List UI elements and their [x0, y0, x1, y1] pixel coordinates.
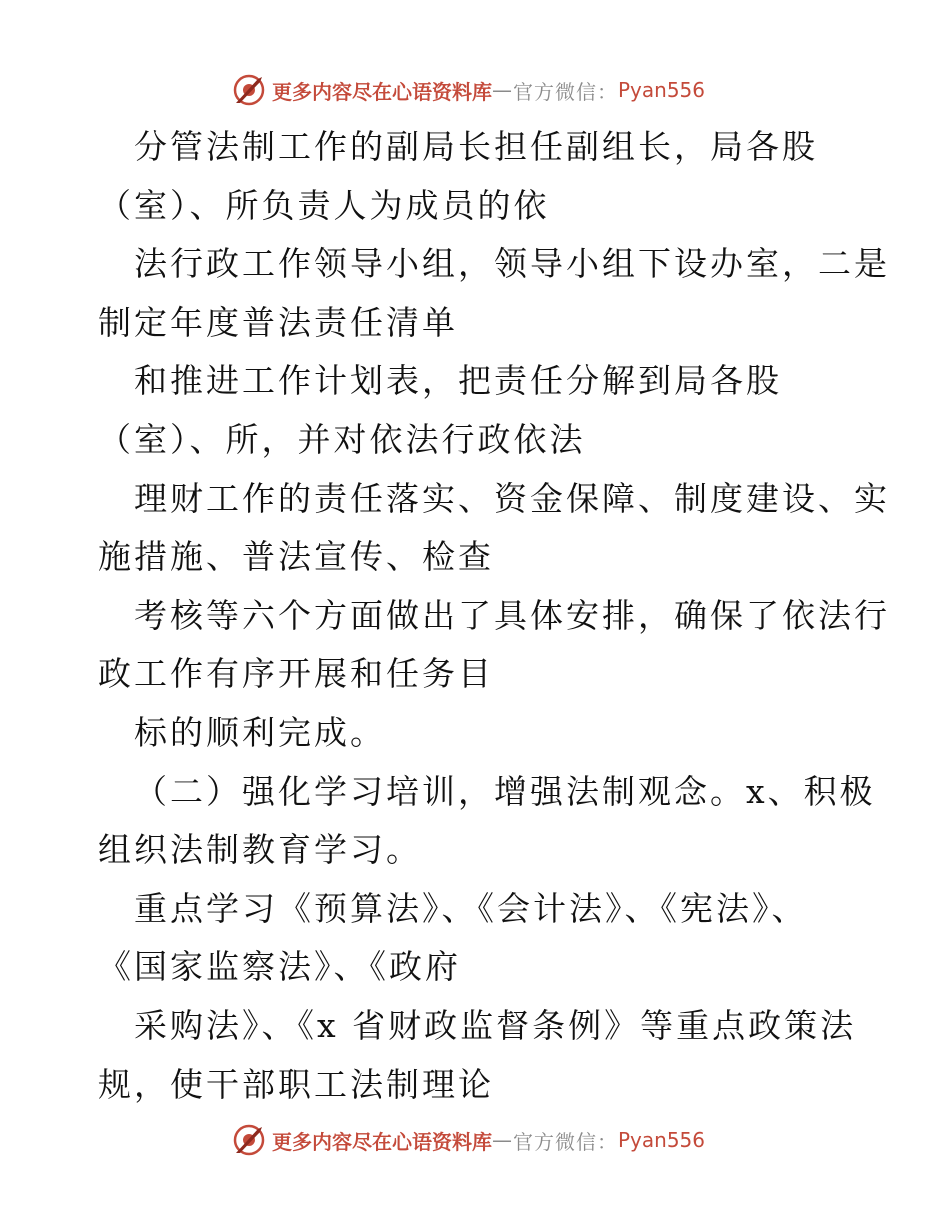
quill-logo-icon	[232, 73, 266, 107]
watermark-separator: —	[492, 1128, 513, 1152]
watermark-separator: —	[492, 78, 513, 102]
text-line: 分管法制工作的副局长担任副组长，局各股	[134, 127, 818, 166]
text-line: 理财工作的责任落实、资金保障、制度建设、实	[134, 478, 890, 518]
text-line: 施措施、普法宣传、检查	[98, 537, 494, 577]
text-line: 政工作有序开展和任务目	[98, 654, 494, 694]
text-line: 和推进工作计划表，把责任分解到局各股	[134, 361, 782, 401]
watermark-wechat-label: 官方微信：	[513, 1129, 618, 1154]
text-line: （室）、所负责人为成员的依	[98, 185, 550, 225]
text-line: 采购法》、《x 省财政监督条例》等重点政策法	[134, 1005, 857, 1045]
watermark-main-text: 更多内容尽在心语资料库	[272, 1129, 492, 1154]
text-line: 考核等六个方面做出了具体安排，确保了依法行	[134, 595, 890, 635]
document-body	[98, 118, 890, 1114]
text-line: 标的顺利完成。	[134, 712, 386, 752]
footer-watermark	[232, 1120, 752, 1160]
text-line: 重点学习《预算法》、《会计法》、《宪法》、	[134, 888, 808, 928]
header-watermark	[232, 70, 752, 110]
text-line: （室）、所，并对依法行政依法	[98, 419, 586, 459]
text-line: （二）强化学习培训，增强法制观念。x、积极	[134, 771, 876, 811]
watermark-wechat-id: Pyan556	[618, 1128, 706, 1152]
text-line: 《国家监察法》、《政府	[98, 947, 461, 987]
text-line: 规，使干部职工法制理论	[98, 1064, 494, 1104]
watermark-wechat-label: 官方微信：	[513, 79, 618, 104]
quill-logo-icon	[232, 1123, 266, 1157]
watermark-main-text: 更多内容尽在心语资料库	[272, 79, 492, 104]
text-line: 组织法制教育学习。	[98, 830, 422, 870]
text-line: 法行政工作领导小组，领导小组下设办室，二是	[134, 244, 890, 284]
text-line: 制定年度普法责任清单	[98, 302, 458, 342]
watermark-wechat-id: Pyan556	[618, 78, 706, 102]
